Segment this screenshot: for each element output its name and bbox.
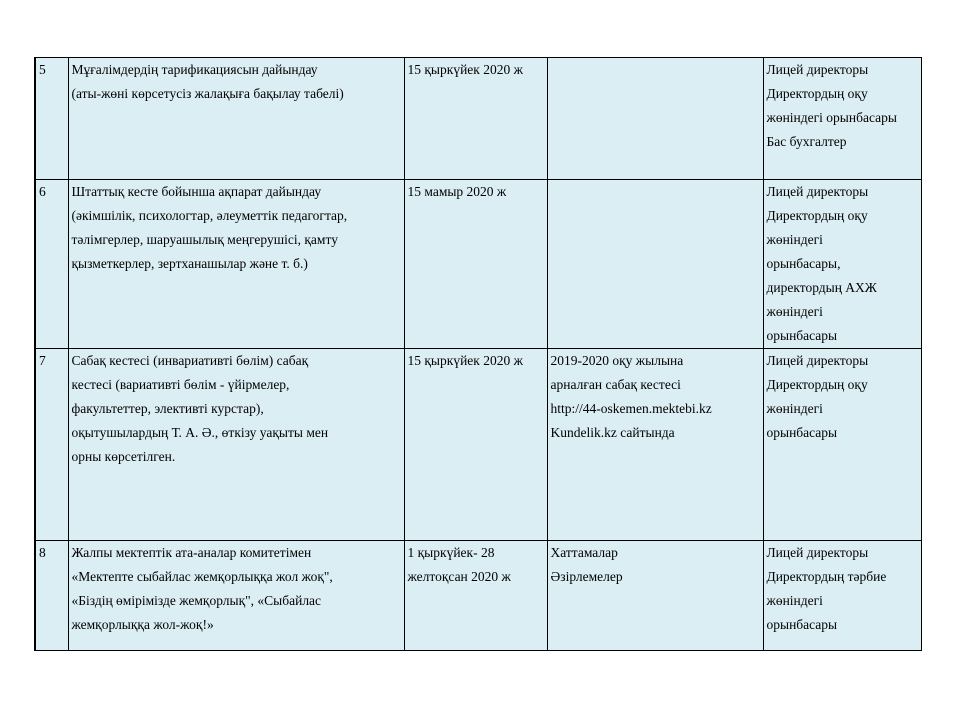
table-row <box>35 349 921 541</box>
task-cell: Мұғалімдердің тарификациясын дайындау (аты-жөні көрсетусіз жалақыға бақылау табелі) <box>68 58 404 180</box>
deadline-cell: 15 қыркүйек 2020 ж <box>404 58 547 180</box>
plan-table <box>34 57 922 651</box>
table-row <box>35 180 921 349</box>
row-number: 6 <box>35 180 68 349</box>
table-row <box>35 541 921 651</box>
row-number: 8 <box>35 541 68 651</box>
row-number: 5 <box>35 58 68 180</box>
form-cell: 2019-2020 оқу жылына арналған сабақ кестесі http://44-oskemen.mektebi.kz Kundelik.kz сайтында <box>547 349 763 541</box>
form-cell <box>547 58 763 180</box>
task-cell: Штаттық кесте бойынша ақпарат дайындау (әкімшілік, психологтар, әлеуметтік педагогтар, тәлімгерлер, шаруашылық меңгерушісі, қамту қызметкерлер, зертханашылар және т. б.) <box>68 180 404 349</box>
deadline-cell: 1 қыркүйек- 28 желтоқсан 2020 ж <box>404 541 547 651</box>
form-cell <box>547 180 763 349</box>
task-cell: Сабақ кестесі (инвариативті бөлім) сабақ кестесі (вариативті бөлім - үйірмелер, факультеттер, элективті курстар), оқытушылардың Т. А. Ә., өткізу уақыты мен орны көрсетілген. <box>68 349 404 541</box>
row-number: 7 <box>35 349 68 541</box>
responsible-cell: Лицей директоры Директордың оқу жөніндегі орынбасары Бас бухгалтер <box>763 58 921 180</box>
deadline-cell: 15 мамыр 2020 ж <box>404 180 547 349</box>
responsible-cell: Лицей директоры Директордың оқу жөніндегі орынбасары <box>763 349 921 541</box>
form-cell: Хаттамалар Әзірлемелер <box>547 541 763 651</box>
deadline-cell: 15 қыркүйек 2020 ж <box>404 349 547 541</box>
responsible-cell: Лицей директоры Директордың оқу жөніндегі орынбасары, директордың АХЖ жөніндегі орынбасары <box>763 180 921 349</box>
task-cell: Жалпы мектептік ата-аналар комитетімен «Мектепте сыбайлас жемқорлыққа жол жоқ", «Біздің өміріміздe жемқорлық", «Сыбайлас жемқорлыққа жол-жоқ!» <box>68 541 404 651</box>
responsible-cell: Лицей директоры Директордың тәрбие жөніндегі орынбасары <box>763 541 921 651</box>
table-row <box>35 58 921 180</box>
